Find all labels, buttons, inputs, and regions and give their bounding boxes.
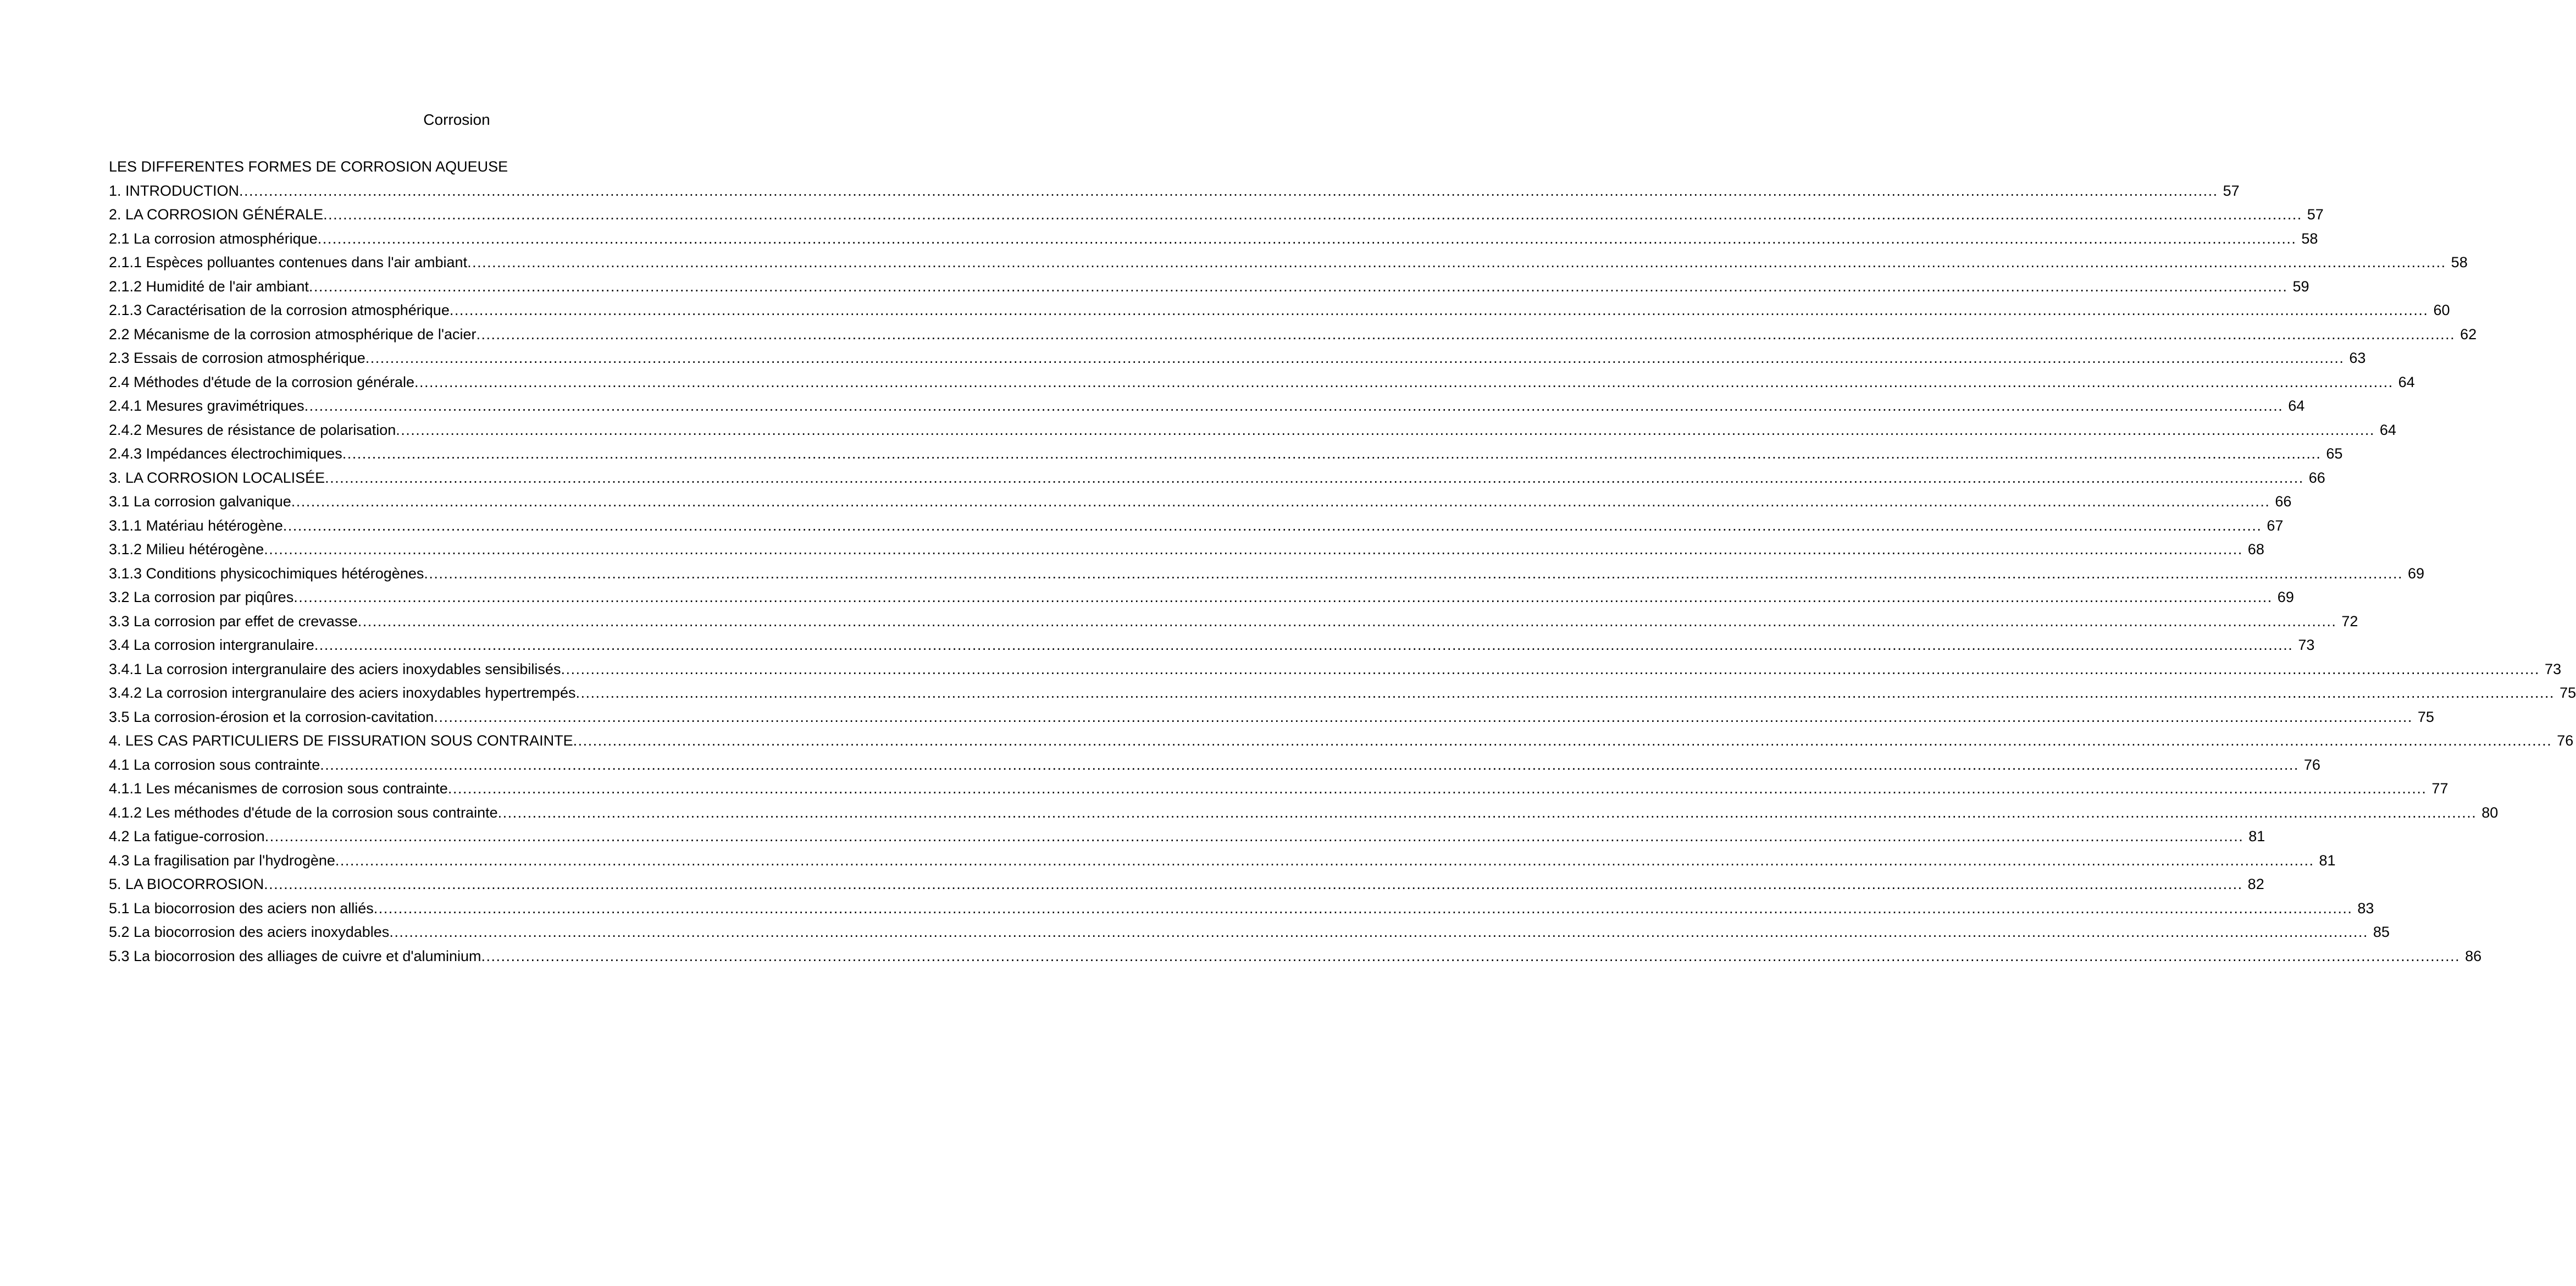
toc-entry[interactable]	[109, 586, 2294, 610]
toc-dot-leader: ................................................................................................................................................................................................................................................................................................................................................................................................................	[291, 493, 2270, 510]
toc-entry[interactable]	[109, 323, 2477, 347]
toc-entry-page-number: 82	[2247, 876, 2264, 892]
toc-entry-page-number: 85	[2373, 924, 2390, 940]
toc-entry-page-number: 64	[2379, 421, 2396, 438]
toc-entry[interactable]	[109, 802, 2499, 826]
toc-dot-leader: ................................................................................................................................................................................................................................................................................................................................................................................................................	[335, 852, 2314, 869]
toc-entry-page-number: 72	[2341, 612, 2358, 630]
toc-entry-page-number: 66	[2308, 469, 2325, 486]
toc-dot-leader: ................................................................................................................................................................................................................................................................................................................................................................................................................	[447, 780, 2427, 797]
toc-entry[interactable]	[109, 203, 2324, 228]
toc-entry-page-number: 75	[2560, 685, 2576, 701]
toc-dot-leader: ................................................................................................................................................................................................................................................................................................................................................................................................................	[325, 469, 2304, 486]
toc-entry-page-number: 57	[2307, 206, 2324, 223]
toc-entry[interactable]	[109, 897, 2374, 921]
toc-dot-leader: ................................................................................................................................................................................................................................................................................................................................................................................................................	[389, 924, 2368, 940]
toc-entry-title: 2.1 La corrosion atmosphérique	[109, 230, 318, 247]
toc-entry-page-number: 80	[2481, 804, 2499, 821]
toc-entry-page-number: 65	[2326, 445, 2343, 462]
toc-dot-leader: ................................................................................................................................................................................................................................................................................................................................................................................................................	[434, 708, 2413, 725]
toc-entry-page-number: 66	[2275, 493, 2292, 510]
toc-entry-title: 2.1.3 Caractérisation de la corrosion atmosphérique	[109, 302, 450, 318]
toc-entry-title: 3.1 La corrosion galvanique	[109, 493, 291, 510]
toc-entry-page-number: 68	[2247, 541, 2264, 558]
toc-entry-page-number: 63	[2349, 350, 2366, 366]
toc-entry-page-number: 64	[2398, 373, 2415, 390]
toc-dot-leader: ................................................................................................................................................................................................................................................................................................................................................................................................................	[342, 445, 2322, 462]
toc-entry[interactable]	[109, 490, 2292, 515]
toc-dot-leader: ................................................................................................................................................................................................................................................................................................................................................................................................................	[476, 325, 2456, 343]
toc-entry-page-number: 58	[2301, 230, 2318, 247]
toc-entry[interactable]	[109, 275, 2309, 300]
toc-entry[interactable]	[109, 515, 2284, 539]
toc-entry[interactable]	[109, 730, 2574, 754]
toc-entry-page-number: 76	[2557, 732, 2574, 749]
toc-entry[interactable]	[109, 682, 2576, 706]
toc-entry-title: 2.2 Mécanisme de la corrosion atmosphérique de l'acier	[109, 325, 477, 343]
toc-dot-leader: ................................................................................................................................................................................................................................................................................................................................................................................................................	[264, 541, 2243, 558]
toc-entry-title: 2.4 Méthodes d'étude de la corrosion générale	[109, 373, 415, 390]
toc-entry-title: 2.4.1 Mesures gravimétriques	[109, 398, 304, 414]
toc-dot-leader: ................................................................................................................................................................................................................................................................................................................................................................................................................	[575, 685, 2555, 701]
toc-entry-title: 3.1.2 Milieu hétérogène	[109, 541, 264, 558]
toc-dot-leader: ................................................................................................................................................................................................................................................................................................................................................................................................................	[308, 278, 2288, 295]
toc-list	[109, 180, 2576, 969]
toc-entry[interactable]	[109, 849, 2336, 874]
toc-dot-leader: ................................................................................................................................................................................................................................................................................................................................................................................................................	[497, 804, 2477, 821]
toc-entry-title: 4.1 La corrosion sous contrainte	[109, 756, 320, 773]
toc-entry-title: 2.1.2 Humidité de l'air ambiant	[109, 278, 309, 295]
toc-dot-leader: ................................................................................................................................................................................................................................................................................................................................................................................................................	[293, 589, 2273, 605]
toc-dot-leader: ................................................................................................................................................................................................................................................................................................................................................................................................................	[357, 612, 2337, 630]
toc-entry-page-number: 57	[2223, 182, 2240, 199]
toc-entry[interactable]	[109, 825, 2265, 849]
toc-dot-leader: ................................................................................................................................................................................................................................................................................................................................................................................................................	[467, 254, 2446, 271]
toc-dot-leader: ................................................................................................................................................................................................................................................................................................................................................................................................................	[323, 206, 2302, 223]
toc-dot-leader: ................................................................................................................................................................................................................................................................................................................................................................................................................	[282, 517, 2262, 534]
toc-dot-leader: ................................................................................................................................................................................................................................................................................................................................................................................................................	[373, 899, 2353, 917]
toc-entry-title: 5.2 La biocorrosion des aciers inoxydables	[109, 924, 390, 940]
toc-entry-title: 3.1.1 Matériau hétérogène	[109, 517, 283, 534]
toc-entry-page-number: 59	[2292, 278, 2309, 295]
toc-entry[interactable]	[109, 228, 2318, 252]
toc-entry-title: 4.2 La fatigue-corrosion	[109, 828, 265, 845]
toc-entry-page-number: 76	[2303, 756, 2320, 773]
toc-entry-page-number: 81	[2248, 828, 2265, 845]
toc-entry[interactable]	[109, 634, 2315, 658]
toc-entry-title: 3.3 La corrosion par effet de crevasse	[109, 612, 358, 630]
toc-entry-title: 4.1.1 Les mécanismes de corrosion sous contrainte	[109, 780, 448, 797]
toc-entry[interactable]	[109, 395, 2305, 419]
toc-entry[interactable]	[109, 921, 2390, 945]
toc-dot-leader: ................................................................................................................................................................................................................................................................................................................................................................................................................	[317, 230, 2297, 247]
toc-entry[interactable]	[109, 180, 2240, 204]
toc-entry[interactable]	[109, 443, 2343, 467]
toc-entry-title: 2.3 Essais de corrosion atmosphérique	[109, 350, 365, 366]
toc-entry[interactable]	[109, 347, 2366, 371]
toc-entry-page-number: 83	[2357, 899, 2374, 917]
toc-entry-page-number: 86	[2465, 947, 2482, 964]
toc-entry-title: 2.4.3 Impédances électrochimiques	[109, 445, 342, 462]
toc-dot-leader: ................................................................................................................................................................................................................................................................................................................................................................................................................	[239, 182, 2218, 199]
toc-entry[interactable]	[109, 945, 2482, 969]
toc-entry-page-number: 81	[2319, 852, 2336, 869]
toc-entry[interactable]	[109, 706, 2434, 730]
toc-dot-leader: ................................................................................................................................................................................................................................................................................................................................................................................................................	[414, 373, 2394, 390]
toc-entry-title: 3.4 La corrosion intergranulaire	[109, 637, 314, 653]
toc-entry[interactable]	[109, 658, 2562, 682]
toc-entry[interactable]	[109, 777, 2448, 802]
toc-entry-title: 4. LES CAS PARTICULIERS DE FISSURATION SOUS CONTRAINTE	[109, 732, 573, 749]
toc-entry-page-number: 67	[2267, 517, 2284, 534]
toc-entry-title: 3.5 La corrosion-érosion et la corrosion-cavitation	[109, 708, 434, 725]
toc-dot-leader: ................................................................................................................................................................................................................................................................................................................................................................................................................	[264, 828, 2244, 845]
toc-dot-leader: ................................................................................................................................................................................................................................................................................................................................................................................................................	[449, 302, 2429, 318]
toc-dot-leader: ................................................................................................................................................................................................................................................................................................................................................................................................................	[314, 637, 2294, 653]
toc-dot-leader: ................................................................................................................................................................................................................................................................................................................................................................................................................	[561, 660, 2540, 677]
toc-entry-page-number: 60	[2433, 302, 2450, 318]
toc-entry-title: 3.2 La corrosion par piqûres	[109, 589, 294, 605]
toc-entry-page-number: 64	[2288, 398, 2305, 414]
toc-entry-title: 4.1.2 Les méthodes d'étude de la corrosion sous contrainte	[109, 804, 498, 821]
toc-entry-page-number: 73	[2298, 637, 2315, 653]
toc-entry[interactable]	[109, 371, 2415, 395]
toc-entry-title: 2. LA CORROSION GÉNÉRALE	[109, 206, 324, 223]
toc-dot-leader: ................................................................................................................................................................................................................................................................................................................................................................................................................	[320, 756, 2299, 773]
toc-entry[interactable]	[109, 299, 2450, 323]
toc-entry-title: 3.4.2 La corrosion intergranulaire des aciers inoxydables hypertrempés	[109, 685, 576, 701]
toc-entry-title: 1. INTRODUCTION	[109, 182, 240, 199]
toc-dot-leader: ................................................................................................................................................................................................................................................................................................................................................................................................................	[424, 565, 2403, 582]
toc-entry-title: 4.3 La fragilisation par l'hydrogène	[109, 852, 335, 869]
toc-dot-leader: ................................................................................................................................................................................................................................................................................................................................................................................................................	[365, 350, 2345, 366]
toc-entry-page-number: 58	[2451, 254, 2468, 271]
toc-entry-page-number: 69	[2407, 565, 2424, 582]
toc-dot-leader: ................................................................................................................................................................................................................................................................................................................................................................................................................	[481, 947, 2461, 964]
toc-entry[interactable]	[109, 251, 2468, 275]
toc-entry[interactable]	[109, 419, 2396, 443]
toc-dot-leader: ................................................................................................................................................................................................................................................................................................................................................................................................................	[396, 421, 2375, 438]
toc-entry-title: 3.1.3 Conditions physicochimiques hétérogènes	[109, 565, 424, 582]
toc-entry[interactable]	[109, 467, 2325, 491]
toc-entry-title: 3. LA CORROSION LOCALISÉE	[109, 469, 325, 486]
toc-entry-page-number: 77	[2431, 780, 2448, 797]
toc-entry-title: 5. LA BIOCORROSION	[109, 876, 264, 892]
toc-entry-title: 5.1 La biocorrosion des aciers non alliés	[109, 899, 374, 917]
toc-entry[interactable]	[109, 538, 2264, 562]
toc-entry-page-number: 62	[2460, 325, 2477, 343]
table-of-contents	[109, 156, 2576, 969]
toc-entry-page-number: 73	[2545, 660, 2562, 677]
toc-dot-leader: ................................................................................................................................................................................................................................................................................................................................................................................................................	[264, 876, 2243, 892]
toc-entry-title: 2.4.2 Mesures de résistance de polarisation	[109, 421, 396, 438]
toc-entry[interactable]	[109, 873, 2264, 897]
toc-entry-title: 3.4.1 La corrosion intergranulaire des aciers inoxydables sensibilisés	[109, 660, 561, 677]
toc-entry-title: 5.3 La biocorrosion des alliages de cuivre et d'aluminium	[109, 947, 481, 964]
toc-entry[interactable]	[109, 610, 2358, 634]
toc-heading: LES DIFFERENTES FORMES DE CORROSION AQUEUSE	[109, 158, 508, 175]
toc-entry-page-number: 69	[2277, 589, 2294, 605]
toc-entry[interactable]	[109, 754, 2320, 778]
document-title: Corrosion	[423, 111, 490, 128]
toc-entry-page-number: 75	[2417, 708, 2434, 725]
toc-dot-leader: ................................................................................................................................................................................................................................................................................................................................................................................................................	[573, 732, 2552, 749]
toc-entry-title: 2.1.1 Espèces polluantes contenues dans l'air ambiant	[109, 254, 468, 271]
toc-dot-leader: ................................................................................................................................................................................................................................................................................................................................................................................................................	[304, 398, 2284, 414]
toc-entry[interactable]	[109, 562, 2424, 587]
